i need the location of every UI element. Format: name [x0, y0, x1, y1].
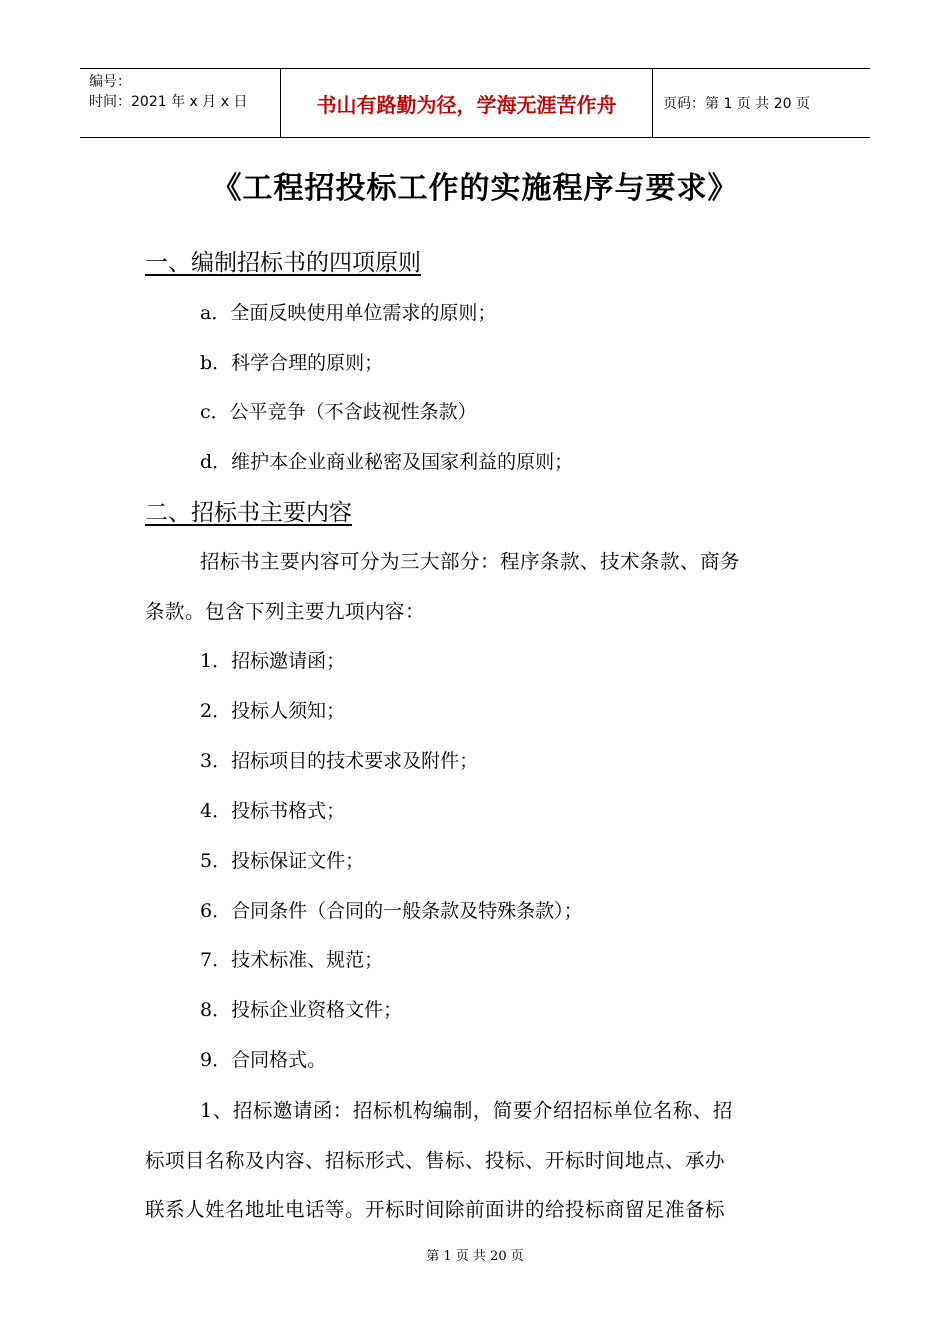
content-item: 6．合同条件（合同的一般条款及特殊条款）； [200, 900, 583, 922]
section-heading-contents: 二、招标书主要内容 [145, 500, 352, 526]
header-meta-cell [80, 69, 281, 137]
principle-item: a．全面反映使用单位需求的原则； [200, 302, 497, 324]
detail-paragraph-line: 标项目名称及内容、招标形式、售标、投标、开标时间地点、承办 [145, 1149, 726, 1172]
header-page-info: 页码：第 1 页 共 20 页 [663, 96, 810, 112]
content-item: 5．投标保证文件； [200, 850, 365, 872]
content-item: 3．招标项目的技术要求及附件； [200, 750, 479, 772]
intro-paragraph-line: 招标书主要内容可分为三大部分：程序条款、技术条款、商务 [200, 550, 741, 573]
header-motto: 书山有路勤为径，学海无涯苦作舟 [281, 69, 653, 137]
header-table [80, 68, 870, 138]
document-time-label: 时间：2021 年 x 月 x 日 [89, 94, 248, 110]
content-item: 7．技术标准、规范； [200, 949, 384, 971]
content-item: 1．招标邀请函； [200, 650, 346, 672]
principle-item: b．科学合理的原则； [200, 352, 384, 374]
principle-item: c．公平竞争（不含歧视性条款） [200, 401, 477, 423]
document-number-label: 编号： [89, 74, 131, 90]
document-title: 《工程招投标工作的实施程序与要求》 [211, 171, 739, 206]
content-item: 8．投标企业资格文件； [200, 999, 403, 1021]
content-item: 2．投标人须知； [200, 700, 346, 722]
detail-paragraph-line: 联系人姓名地址电话等。开标时间除前面讲的给投标商留足准备标 [145, 1198, 726, 1221]
section-heading-principles: 一、编制招标书的四项原则 [145, 250, 421, 276]
intro-paragraph-line: 条款。包含下列主要九项内容： [145, 600, 426, 623]
page-footer: 第 1 页 共 20 页 [426, 1249, 524, 1264]
content-item: 4．投标书格式； [200, 800, 346, 822]
content-item: 9．合同格式。 [200, 1049, 327, 1071]
detail-paragraph-line: 1、招标邀请函：招标机构编制，简要介绍招标单位名称、招 [200, 1099, 733, 1122]
principle-item: d．维护本企业商业秘密及国家利益的原则； [200, 451, 574, 473]
